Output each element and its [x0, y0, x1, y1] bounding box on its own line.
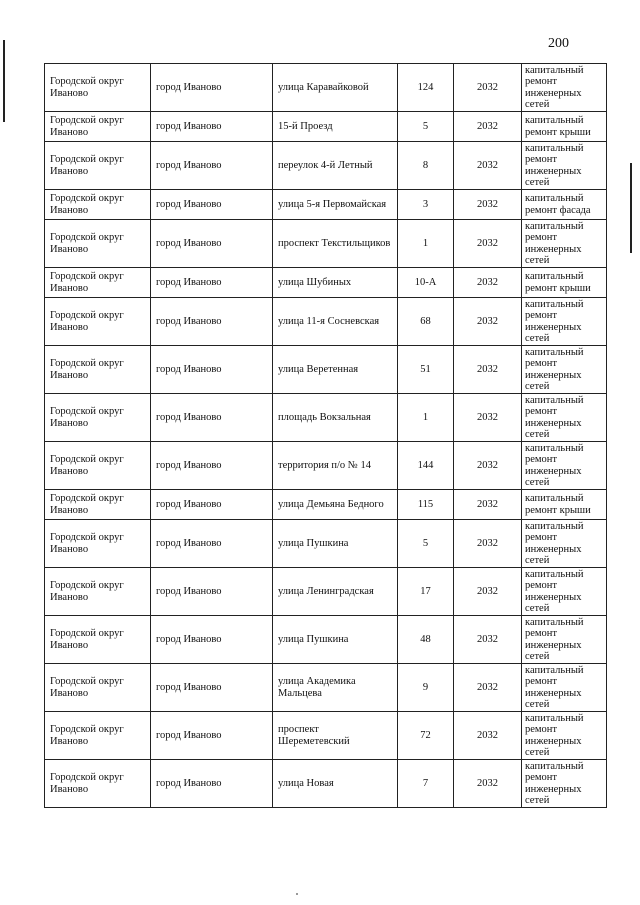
street-cell: 15-й Проезд: [273, 112, 398, 142]
city-cell: город Иваново: [151, 298, 273, 346]
district-cell: Городской округ Иваново: [45, 616, 151, 664]
district-cell: Городской округ Иваново: [45, 442, 151, 490]
street-cell: улица Демьяна Бедного: [273, 490, 398, 520]
house-number-cell: 5: [398, 520, 454, 568]
city-cell: город Иваново: [151, 394, 273, 442]
housing-repair-table: [44, 63, 607, 808]
table-row: [45, 394, 607, 442]
street-cell: проспект Текстильщиков: [273, 220, 398, 268]
work-type-cell: капитальный ремонт инженерных сетей: [522, 616, 607, 664]
house-number-cell: 10-А: [398, 268, 454, 298]
district-cell: Городской округ Иваново: [45, 190, 151, 220]
street-cell: территория п/о № 14: [273, 442, 398, 490]
house-number-cell: 51: [398, 346, 454, 394]
house-number-cell: 115: [398, 490, 454, 520]
district-cell: Городской округ Иваново: [45, 112, 151, 142]
city-cell: город Иваново: [151, 268, 273, 298]
district-cell: Городской округ Иваново: [45, 664, 151, 712]
street-cell: улица 11-я Сосневская: [273, 298, 398, 346]
city-cell: город Иваново: [151, 490, 273, 520]
street-cell: улица Новая: [273, 760, 398, 808]
city-cell: город Иваново: [151, 64, 273, 112]
street-cell: площадь Вокзальная: [273, 394, 398, 442]
table-row: [45, 568, 607, 616]
table-row: [45, 616, 607, 664]
city-cell: город Иваново: [151, 346, 273, 394]
year-cell: 2032: [454, 664, 522, 712]
street-cell: улица Пушкина: [273, 520, 398, 568]
year-cell: 2032: [454, 490, 522, 520]
scan-edge-mark: [630, 163, 632, 253]
district-cell: Городской округ Иваново: [45, 760, 151, 808]
work-type-cell: капитальный ремонт фасада: [522, 190, 607, 220]
year-cell: 2032: [454, 616, 522, 664]
year-cell: 2032: [454, 712, 522, 760]
district-cell: Городской округ Иваново: [45, 64, 151, 112]
city-cell: город Иваново: [151, 190, 273, 220]
city-cell: город Иваново: [151, 712, 273, 760]
house-number-cell: 5: [398, 112, 454, 142]
work-type-cell: капитальный ремонт инженерных сетей: [522, 664, 607, 712]
table-row: [45, 712, 607, 760]
house-number-cell: 9: [398, 664, 454, 712]
street-cell: улица Шубиных: [273, 268, 398, 298]
house-number-cell: 1: [398, 220, 454, 268]
city-cell: город Иваново: [151, 520, 273, 568]
work-type-cell: капитальный ремонт инженерных сетей: [522, 760, 607, 808]
table-row: [45, 442, 607, 490]
city-cell: город Иваново: [151, 760, 273, 808]
year-cell: 2032: [454, 112, 522, 142]
district-cell: Городской округ Иваново: [45, 568, 151, 616]
year-cell: 2032: [454, 190, 522, 220]
scan-speck: [296, 893, 298, 895]
street-cell: улица Пушкина: [273, 616, 398, 664]
work-type-cell: капитальный ремонт крыши: [522, 112, 607, 142]
work-type-cell: капитальный ремонт крыши: [522, 490, 607, 520]
work-type-cell: капитальный ремонт инженерных сетей: [522, 712, 607, 760]
year-cell: 2032: [454, 220, 522, 268]
work-type-cell: капитальный ремонт инженерных сетей: [522, 394, 607, 442]
house-number-cell: 8: [398, 142, 454, 190]
street-cell: переулок 4-й Летный: [273, 142, 398, 190]
district-cell: Городской округ Иваново: [45, 712, 151, 760]
work-type-cell: капитальный ремонт инженерных сетей: [522, 142, 607, 190]
year-cell: 2032: [454, 346, 522, 394]
year-cell: 2032: [454, 520, 522, 568]
street-cell: улица Академика Мальцева: [273, 664, 398, 712]
street-cell: улица Каравайковой: [273, 64, 398, 112]
city-cell: город Иваново: [151, 442, 273, 490]
work-type-cell: капитальный ремонт инженерных сетей: [522, 220, 607, 268]
work-type-cell: капитальный ремонт инженерных сетей: [522, 568, 607, 616]
year-cell: 2032: [454, 442, 522, 490]
city-cell: город Иваново: [151, 220, 273, 268]
work-type-cell: капитальный ремонт инженерных сетей: [522, 64, 607, 112]
year-cell: 2032: [454, 394, 522, 442]
scan-edge-mark: [3, 40, 5, 122]
house-number-cell: 3: [398, 190, 454, 220]
district-cell: Городской округ Иваново: [45, 142, 151, 190]
street-cell: улица Ленинградская: [273, 568, 398, 616]
city-cell: город Иваново: [151, 142, 273, 190]
table-row: [45, 760, 607, 808]
city-cell: город Иваново: [151, 664, 273, 712]
district-cell: Городской округ Иваново: [45, 346, 151, 394]
table-row: [45, 220, 607, 268]
house-number-cell: 124: [398, 64, 454, 112]
street-cell: улица Веретенная: [273, 346, 398, 394]
city-cell: город Иваново: [151, 112, 273, 142]
table-row: [45, 142, 607, 190]
street-cell: проспект Шереметевский: [273, 712, 398, 760]
year-cell: 2032: [454, 760, 522, 808]
district-cell: Городской округ Иваново: [45, 490, 151, 520]
house-number-cell: 7: [398, 760, 454, 808]
page-number: 200: [548, 36, 569, 51]
district-cell: Городской округ Иваново: [45, 268, 151, 298]
table-row: [45, 490, 607, 520]
district-cell: Городской округ Иваново: [45, 298, 151, 346]
district-cell: Городской округ Иваново: [45, 394, 151, 442]
table-row: [45, 268, 607, 298]
house-number-cell: 1: [398, 394, 454, 442]
table-row: [45, 112, 607, 142]
work-type-cell: капитальный ремонт инженерных сетей: [522, 298, 607, 346]
year-cell: 2032: [454, 268, 522, 298]
district-cell: Городской округ Иваново: [45, 520, 151, 568]
table-row: [45, 346, 607, 394]
work-type-cell: капитальный ремонт крыши: [522, 268, 607, 298]
district-cell: Городской округ Иваново: [45, 220, 151, 268]
work-type-cell: капитальный ремонт инженерных сетей: [522, 520, 607, 568]
work-type-cell: капитальный ремонт инженерных сетей: [522, 442, 607, 490]
work-type-cell: капитальный ремонт инженерных сетей: [522, 346, 607, 394]
table-row: [45, 190, 607, 220]
table-row: [45, 520, 607, 568]
city-cell: город Иваново: [151, 616, 273, 664]
street-cell: улица 5-я Первомайская: [273, 190, 398, 220]
year-cell: 2032: [454, 568, 522, 616]
year-cell: 2032: [454, 142, 522, 190]
house-number-cell: 17: [398, 568, 454, 616]
house-number-cell: 144: [398, 442, 454, 490]
table-row: [45, 664, 607, 712]
city-cell: город Иваново: [151, 568, 273, 616]
year-cell: 2032: [454, 298, 522, 346]
house-number-cell: 48: [398, 616, 454, 664]
house-number-cell: 72: [398, 712, 454, 760]
table-row: [45, 298, 607, 346]
table-row: [45, 64, 607, 112]
year-cell: 2032: [454, 64, 522, 112]
house-number-cell: 68: [398, 298, 454, 346]
